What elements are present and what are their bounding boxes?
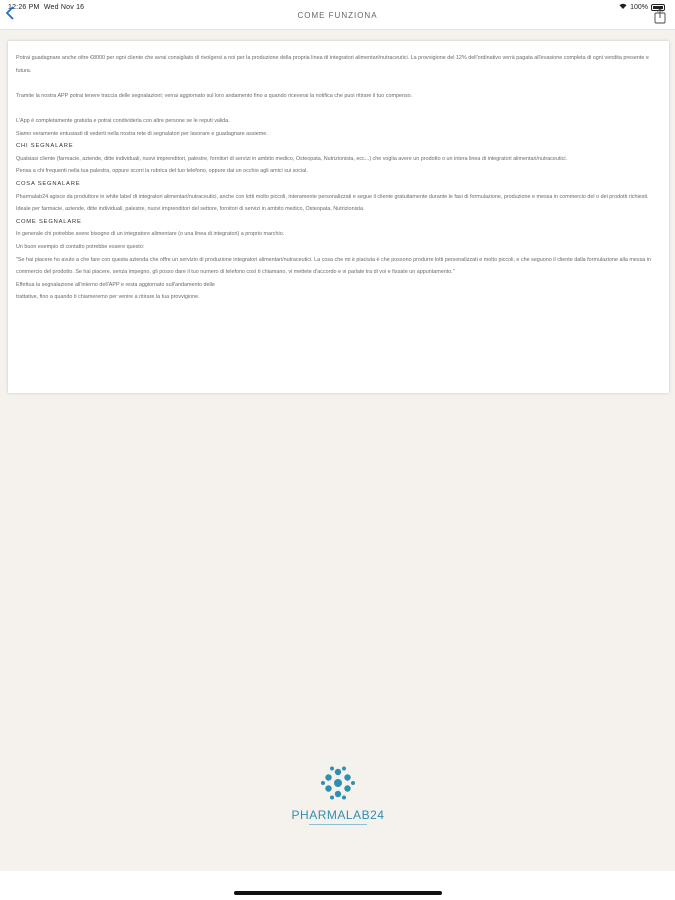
section-3-paragraph-2: Un buon esempio di contatto potrebbe essere questo: <box>16 243 145 250</box>
section-3-paragraph-3: "Se hai piacere ho avuto a che fare con questa azienda che offre un servizio di produzione integratori alimentari/nutraceutici. La cosa che mi è piaciuta è che possono produrre lotti personalizzati e molto piccoli, e che seguono il cliente dalla formulazione alla messa in commercio del prodotto. Se hai piacere, senza impegno, gli posso dare il tuo numero di telefono così ti chiamano, vi mettete d'accordo e vi parlate tra di voi e fissate un appuntamento." <box>16 256 651 276</box>
section-heading-come-segnalare: COME SEGNALARE <box>16 218 82 225</box>
logo-underline <box>309 824 367 825</box>
wifi-icon <box>619 3 627 11</box>
intro-paragraph-1: Potrai guadagnare anche oltre €8000 per ogni cliente che avrai consigliato di rivolgersi a noi per la produzione della propria linea di integratori alimentari/nutraceutici. La provvigione del 12% dell'ordinativo verrà pagata all'evasione completa di ogni vendita presente e futura. <box>16 55 649 74</box>
intro-paragraph-3: L'App è completamente gratuita e potrai condividerla con altre persone se le reputi valida. <box>16 117 230 124</box>
home-indicator[interactable] <box>234 891 442 895</box>
content-card <box>8 41 669 393</box>
section-heading-cosa-segnalare: COSA SEGNALARE <box>16 180 81 187</box>
section-3-paragraph-4: Effettua la segnalazione all'interno dell'APP e resta aggiornato sull'andamento delle <box>16 281 215 288</box>
section-heading-chi-segnalare: CHI SEGNALARE <box>16 143 74 150</box>
top-bar <box>0 0 675 30</box>
section-1-paragraph-1: Qualsiasi cliente (farmacie, aziende, ditte individuali, nuovi imprenditori, palestre, fornitori di servizi in ambito medico, Osteopata, Nutrizionista, ecc...) che voglia avere un prodotto o un intera linea di integratori alimentari/nutraceutici. <box>16 155 568 162</box>
intro-paragraph-2: Tramite la nostra APP potrai tenere traccia delle segnalazioni; verrai aggiornato sul loro andamento fino a quando riceverai la notifica che puoi ritirare il tuo compenso. <box>16 92 413 99</box>
section-2-paragraph-1: Pharmalab24 agisce da produttore in white label di integratori alimentari/nutraceutici, anche con lotti molto piccoli, interamente personalizzati e segue il cliente gratuitamente durante le fasi di formulazione, produzione e messa in commercio del o dei prodotti richiesti. Ideale per farmacie, aziende, ditte individuali, palestre, nuovi imprenditori del settore, fornitori di servizi in ambito medico, Osteopata, Nutrizionista. <box>16 193 649 213</box>
brand-logo <box>288 765 388 825</box>
logo-wordmark <box>288 808 388 822</box>
page-title: COME FUNZIONA <box>297 11 378 20</box>
section-3-paragraph-1: In generale chi potrebbe avere bisogno di un integratore alimentare (o una linea di integratori) a proprio marchio. <box>16 231 285 238</box>
section-1-paragraph-2: Pensa a chi frequenti nella tua palestra, oppure scorri la rubrica del tuo telefono, oppure dai un occhio agli amici sui social. <box>16 168 308 175</box>
share-icon[interactable] <box>653 8 667 24</box>
logo-number: 24 <box>370 808 385 822</box>
bottom-bar <box>0 871 675 900</box>
status-clock: 12:26 PM <box>8 4 40 11</box>
molecule-logo-icon <box>320 765 356 801</box>
section-3-paragraph-5: trattative, fino a quando ti chiameremo per venire a ritirare la tua provvigione. <box>16 294 200 301</box>
intro-paragraph-4: Siamo veramente entusiasti di vederti nella nostra rete di segnalatori per lavorare e guadagnare assieme. <box>16 130 268 137</box>
status-date: Wed Nov 16 <box>43 4 85 11</box>
status-time <box>8 4 84 11</box>
logo-name: PHARMALAB <box>291 808 371 822</box>
battery-percent: 100% <box>630 3 648 11</box>
